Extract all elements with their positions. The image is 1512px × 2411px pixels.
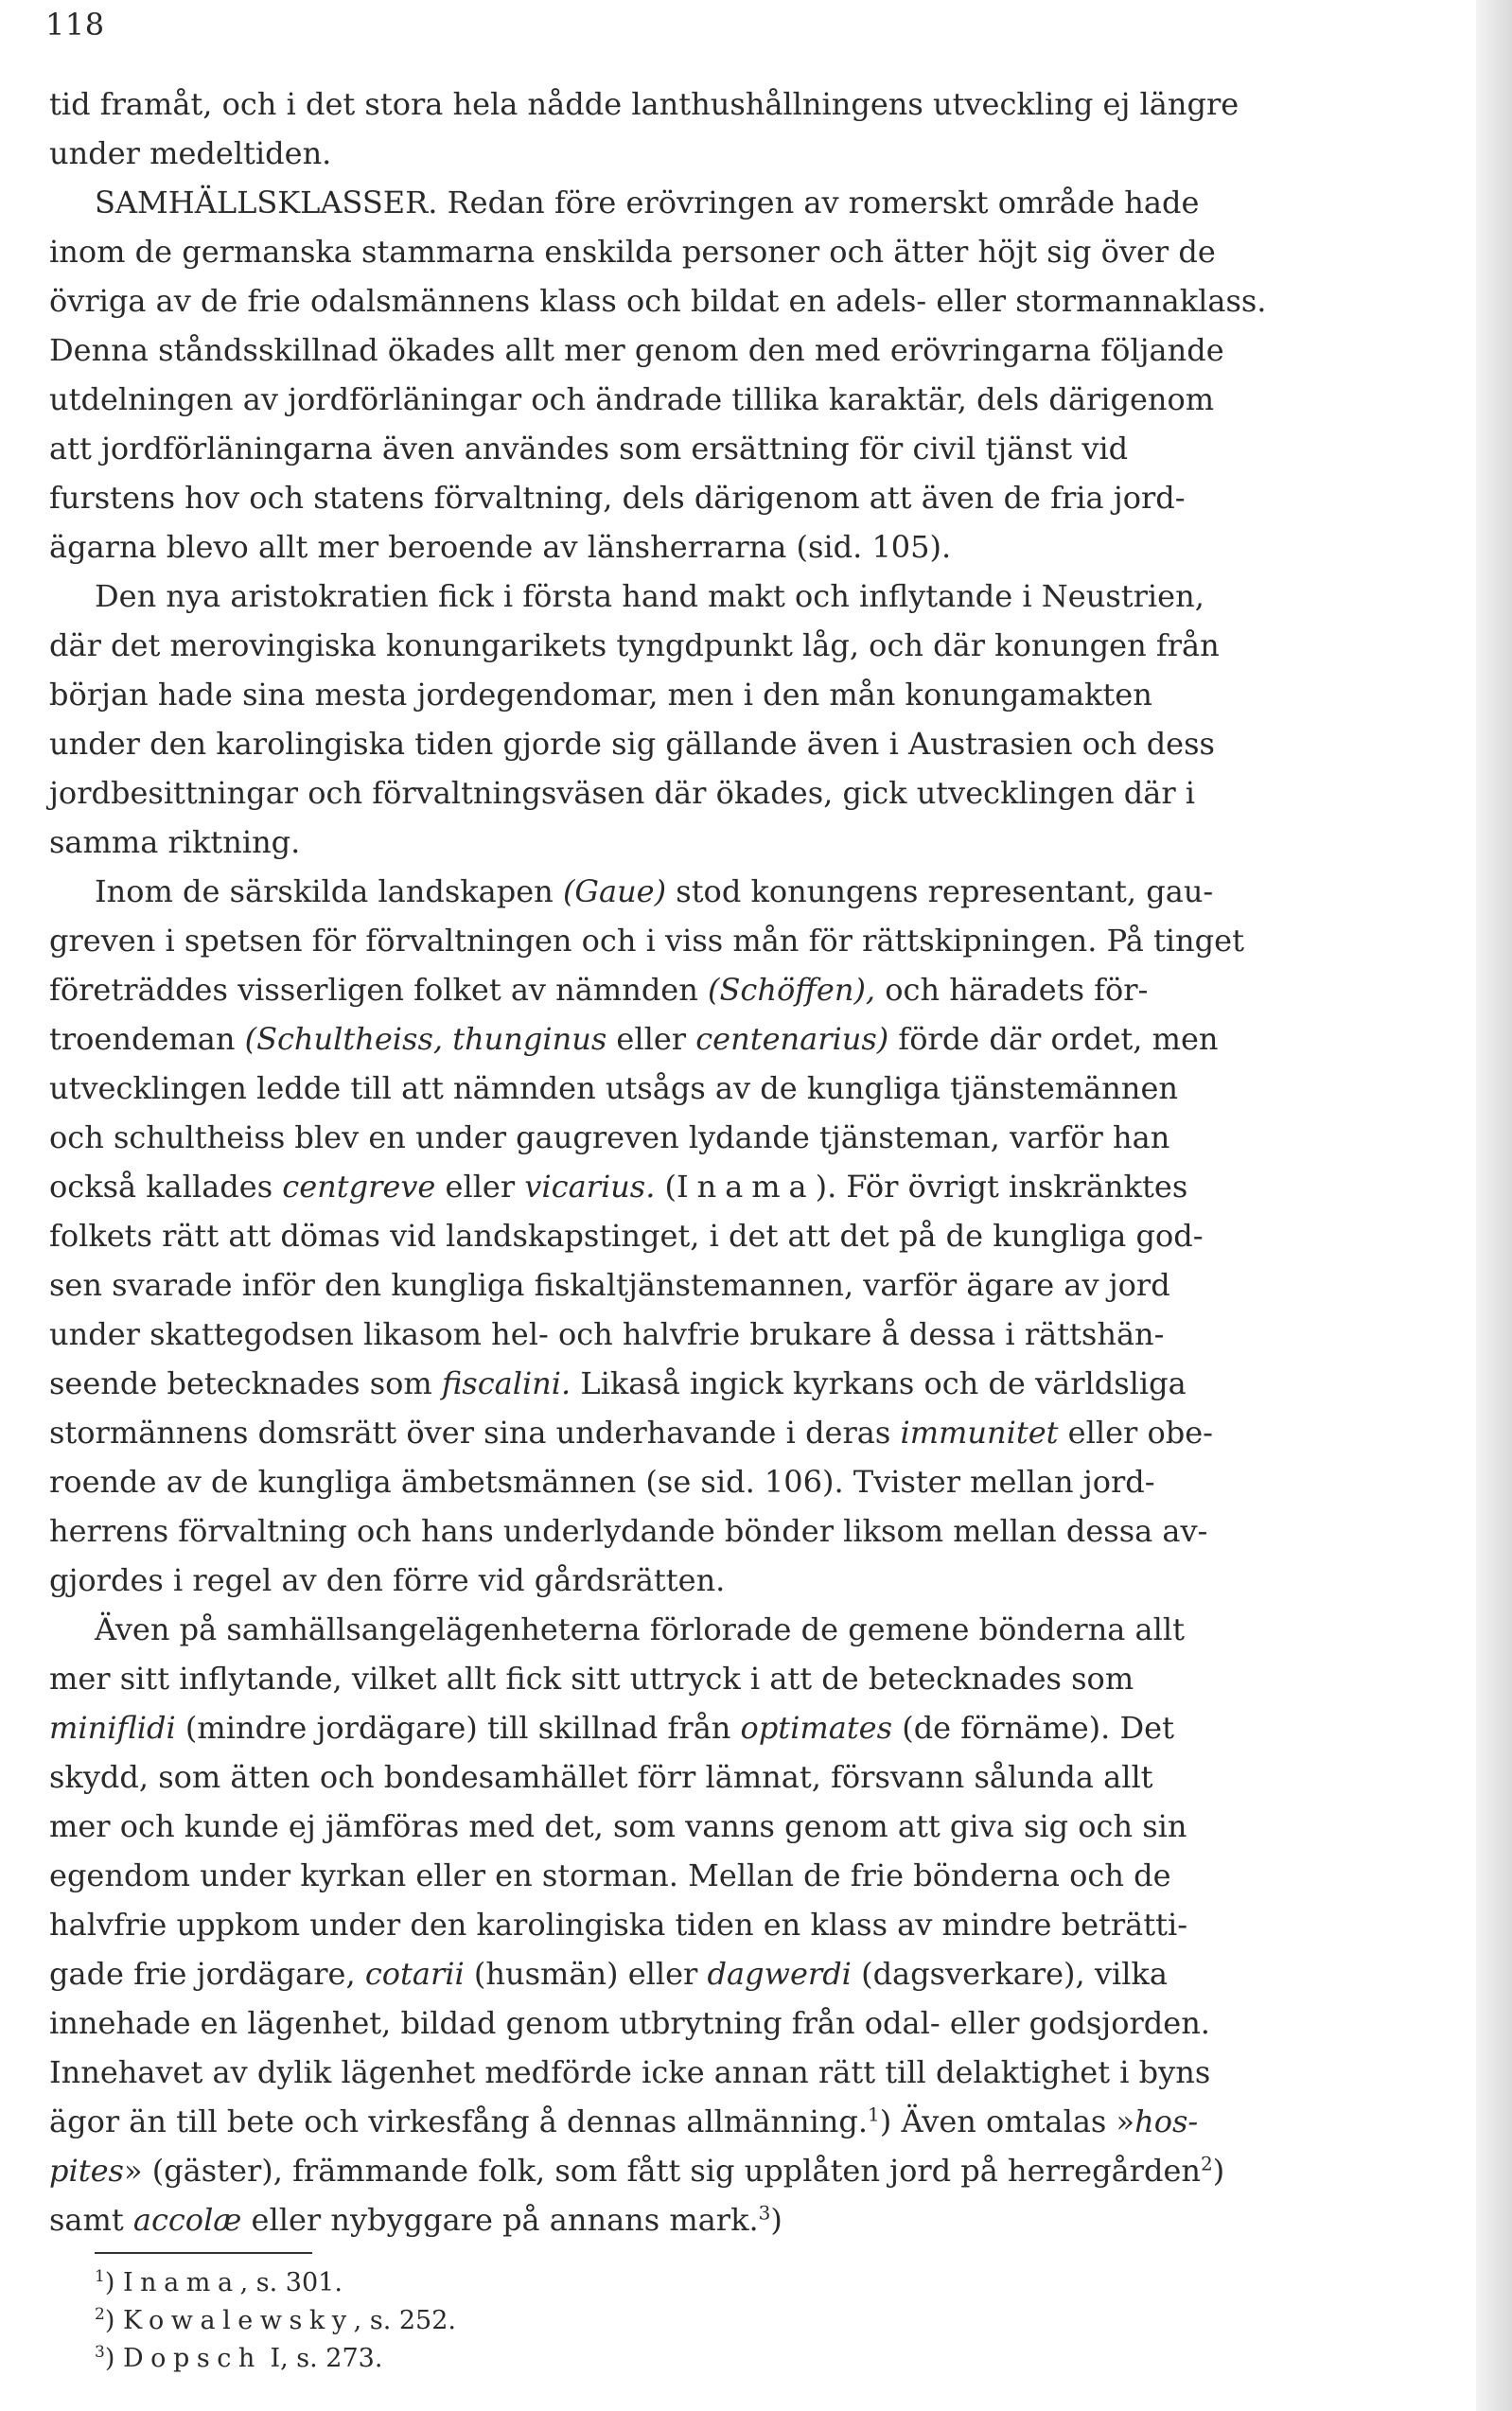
italic-term: immunitet [900,1415,1059,1451]
italic-term: (Schultheiss, thunginus [244,1021,607,1057]
text-run: också kallades [49,1169,283,1205]
text-line: mer och kunde ej jämföras med det, som vanns genom att giva sig och sin [49,1808,1187,1844]
text-line: Denna ståndsskillnad ökades allt mer genom den med erövringarna följande [49,332,1224,368]
paragraph [49,1605,1467,2244]
text-run: ). För övrigt inskränktes [815,1169,1188,1205]
text-line: början hade sina mesta jordegendomar, men i den mån konungamakten [49,677,1152,713]
text-run: ) [770,2202,782,2238]
text-line: att jordförläningarna även användes som ersättning för civil tjänst vid [49,431,1129,466]
text-line [49,972,1148,1008]
text-run: ( [655,1169,677,1205]
text-run: (mindre jordägare) till skillnad från [175,1710,741,1746]
text-run: (dagsverkare), vilka [851,1956,1168,1992]
footnote-author: Kowalewsky [122,2306,354,2335]
text-line: egendom under kyrkan eller en storman. Mellan de frie bönderna och de [49,1857,1171,1893]
italic-term: pites [49,2153,124,2189]
text-line [49,1710,1174,1746]
italic-term: centenarius) [695,1021,889,1057]
text-run: Likaså ingick kyrkans och de världsliga [571,1365,1187,1401]
footnote-reference: , s. 252. [353,2306,456,2335]
text-line [49,1021,1219,1057]
text-run: stormännens domsrätt över sina underhavande i deras [49,1415,901,1451]
text-line: roende av de kungliga ämbetsmännen (se sid. 106). Tvister mellan jord- [49,1464,1155,1500]
text-line [49,1415,1213,1451]
footnote-divider [95,2252,312,2254]
footnote: $^1$) Inama, s. 301. [95,2267,343,2297]
footnote-author: Inama [122,2268,240,2297]
text-run: förde där ordet, men [888,1021,1219,1057]
text-line: jordbesittningar och förvaltningsväsen där ökades, gick utvecklingen där i [49,775,1196,811]
text-line [49,1956,1168,1992]
text-line: herrens förvaltning och hans underlydande bönder liksom mellan dessa av- [49,1513,1208,1549]
text-run: ) Även omtalas » [879,2103,1135,2139]
text-line: ägarna blevo allt mer beroende av länsherrarna (sid. 105). [49,529,952,565]
text-line: under den karolingiska tiden gjorde sig gällande även i Austrasien och dess [49,726,1215,762]
footnotes [95,2264,456,2378]
italic-term: hos- [1134,2103,1199,2139]
body-text [49,79,1467,2244]
text-line: och schultheiss blev en under gaugreven lydande tjänsteman, varför han [49,1119,1170,1155]
text-run: ) [1212,2153,1225,2189]
italic-term: optimates [740,1710,893,1746]
italic-term: (Schöffen), [708,972,876,1008]
italic-term: fiscalini. [441,1365,571,1401]
italic-term: vicarius. [524,1169,656,1205]
text-run: » (gäster), främmande folk, som fått sig upplåten jord på herregården [123,2153,1201,2189]
text-run: samt [49,2202,133,2238]
text-run: eller [607,1021,696,1057]
text-run: företräddes visserligen folket av nämnden [49,972,709,1008]
footnote-number: 2 [95,2305,105,2324]
text-line: samma riktning. [49,824,301,860]
text-line: Även på samhällsangelägenheterna förlorade de gemene bönderna allt [95,1611,1185,1647]
text-line: innehade en lägenhet, bildad genom utbrytning från odal- eller godsjorden. [49,2005,1210,2041]
text-line [49,1169,1187,1205]
text-run: eller [435,1169,525,1205]
text-run: stod konungens representant, gau- [666,873,1214,909]
footnote-author: Dopsch [122,2344,262,2373]
text-line: furstens hov och statens förvaltning, dels därigenom att även de fria jord- [49,480,1186,516]
text-line: gjordes i regel av den förre vid gårdsrätten. [49,1562,726,1598]
footnote: $^2$) Kowalewsky, s. 252. [95,2305,456,2335]
italic-term: accolæ [132,2202,242,2238]
text-line: under medeltiden. [49,135,332,171]
text-line: halvfrie uppkom under den karolingiska tiden en klass av mindre beträtti- [49,1907,1187,1943]
text-run: ägor än till bete och virkesfång å dennas allmänning. [49,2103,869,2139]
text-line: övriga av de frie odalsmännens klass och bildat en adels- eller stormannaklass. [49,283,1267,319]
footnote-mark: 3 [758,2201,771,2225]
italic-term: (Gaue) [562,873,667,909]
text-line: tid framåt, och i det stora hela nådde lanthushållningens utveckling ej längre [49,86,1239,122]
text-line [49,2103,1198,2139]
paragraph [49,178,1467,572]
footnote-mark: 2 [1200,2152,1213,2175]
footnote-reference: , s. 301. [239,2268,343,2297]
text-run: gade frie jordägare, [49,1956,365,1992]
footnote-mark: 1 [868,2103,880,2126]
text-line: skydd, som ätten och bondesamhället förr lämnat, försvann sålunda allt [49,1759,1153,1795]
text-line: utvecklingen ledde till att nämnden utsågs av de kungliga tjänstemännen [49,1070,1179,1106]
text-line: inom de germanska stammarna enskilda personer och ätter höjt sig över de [49,234,1216,270]
text-line: där det merovingiska konungarikets tyngdpunkt låg, och där konungen från [49,627,1220,663]
text-run: (husmän) eller [464,1956,708,1992]
text-line: under skattegodsen likasom hel- och halvfrie brukare å dessa i rättshän- [49,1316,1165,1352]
text-line: Den nya aristokratien fick i första hand makt och inflytande i Neustrien, [95,578,1204,614]
text-run: eller nybyggare på annans mark. [241,2202,759,2238]
text-line [49,2153,1224,2189]
text-line: utdelningen av jordförläningar och ändrade tillika karaktär, dels därigenom [49,381,1215,417]
text-run: Inom de särskilda landskapen [95,873,563,909]
italic-term: miniflidi [49,1710,176,1746]
text-line: SAMHÄLLSKLASSER. Redan före erövringen av romerskt område hade [95,185,1200,220]
italic-term: dagwerdi [707,1956,852,1992]
paragraph [49,572,1467,867]
text-run: (de förnäme). Det [892,1710,1174,1746]
text-line [49,1365,1187,1401]
text-line: mer sitt inflytande, vilket allt fick sitt uttryck i att de betecknades som [49,1661,1134,1697]
text-run: troendeman [49,1021,245,1057]
text-run: och häradets för- [875,972,1149,1008]
text-run: seende betecknades som [49,1365,442,1401]
footnote-reference: I, s. 273. [261,2344,383,2373]
text-line: folkets rätt att dömas vid landskapstinget, i det att det på de kungliga god- [49,1218,1204,1254]
text-line: greven i spetsen för förvaltningen och i viss mån för rättskipningen. På tinget [49,923,1244,959]
footnote-number: 3 [95,2343,105,2362]
text-run: eller obe- [1058,1415,1213,1451]
paragraph [49,867,1467,1605]
italic-term: centgreve [282,1169,436,1205]
text-line [49,873,1213,909]
page-edge-shadow [1476,0,1512,2411]
page-number: 118 [45,7,105,43]
text-line [49,2202,782,2238]
italic-term: cotarii [364,1956,465,1992]
footnote: $^3$) Dopsch I, s. 273. [95,2343,383,2373]
paragraph [49,79,1467,178]
author-name: Inama [677,1169,816,1205]
footnote-number: 1 [95,2267,105,2286]
text-line: Innehavet av dylik lägenhet medförde icke annan rätt till delaktighet i byns [49,2054,1211,2090]
text-line: sen svarade inför den kungliga fiskaltjänstemannen, varför ägare av jord [49,1267,1170,1303]
